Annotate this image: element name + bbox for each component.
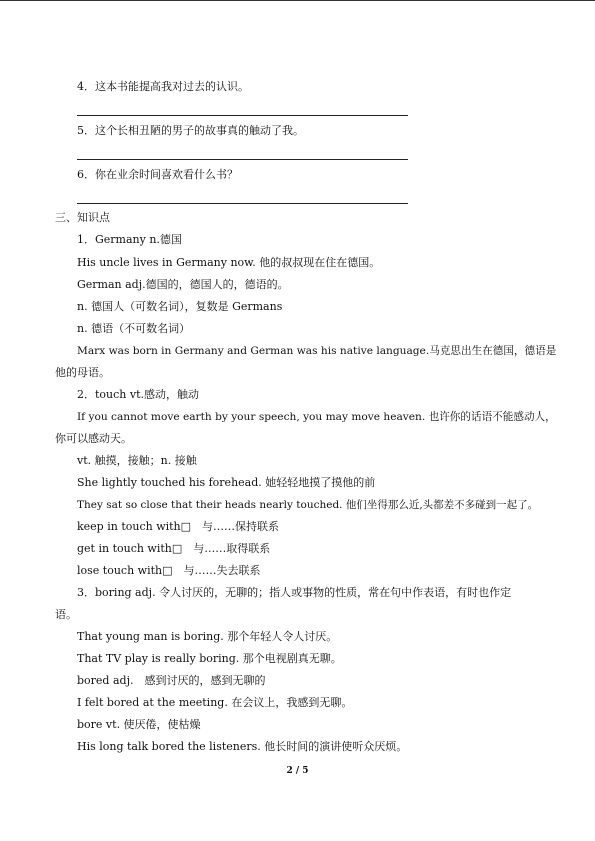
phrase-line: lose touch with□ 与……失去联系 [77, 564, 261, 577]
exercise-item-4: 4．这本书能提高我对过去的认识。 [77, 80, 249, 93]
phrase-line: get in touch with□ 与……取得联系 [77, 542, 271, 555]
answer-blank-5 [77, 159, 408, 160]
example-line: His uncle lives in Germany now. 他的叔叔现在住在德国。 [77, 256, 381, 269]
exercise-item-6: 6．你在业余时间喜欢看什么书？ [77, 168, 238, 181]
example-line: Marx was born in Germany and German was his native language.马克思出生在德国，德语是 [77, 345, 557, 357]
definition-line: bored adj. 感到讨厌的，感到无聊的 [77, 674, 266, 687]
example-line: I felt bored at the meeting. 在会议上，我感到无聊。 [77, 696, 353, 709]
page-number: 2 / 5 [286, 766, 309, 776]
definition-line: n. 德语（不可数名词） [77, 322, 191, 335]
point-3-title-continued: 语。 [55, 608, 77, 621]
example-line-continued: 你可以感动天。 [55, 432, 132, 445]
example-line: If you cannot move earth by your speech, you may move heaven. 也许你的话语不能感动人， [77, 411, 556, 423]
section-heading: 三、知识点 [55, 211, 110, 224]
example-line: She lightly touched his forehead. 她轻轻地摸了摸他的前 [77, 476, 376, 489]
example-line: They sat so close that their heads nearly touched. 他们坐得那么近,头都差不多碰到一起了。 [77, 499, 539, 511]
exercise-item-5: 5．这个长相丑陋的男子的故事真的触动了我。 [77, 124, 304, 137]
example-line: That young man is boring. 那个年轻人令人讨厌。 [77, 630, 338, 643]
point-3-title: 3．boring adj. 令人讨厌的，无聊的；指人或事物的性质，常在句中作表语，有时也作定 [77, 586, 512, 599]
page-top-rule [0, 0, 595, 1]
example-line-continued: 他的母语。 [55, 366, 110, 379]
definition-line: vt. 触摸，接触；n. 接触 [77, 454, 197, 467]
answer-blank-6 [77, 203, 408, 204]
point-2-title: 2．touch vt.感动，触动 [77, 388, 199, 401]
phrase-line: keep in touch with□ 与……保持联系 [77, 520, 280, 533]
answer-blank-4 [77, 115, 408, 116]
example-line: His long talk bored the listeners. 他长时间的演讲使听众厌烦。 [77, 740, 408, 753]
example-line: That TV play is really boring. 那个电视剧真无聊。 [77, 652, 342, 665]
definition-line: bore vt. 使厌倦，使枯燥 [77, 718, 201, 731]
point-1-title: 1．Germany n.德国 [77, 233, 182, 246]
definition-line: German adj.德国的，德国人的，德语的。 [77, 278, 289, 291]
definition-line: n. 德国人（可数名词），复数是 Germans [77, 300, 283, 313]
